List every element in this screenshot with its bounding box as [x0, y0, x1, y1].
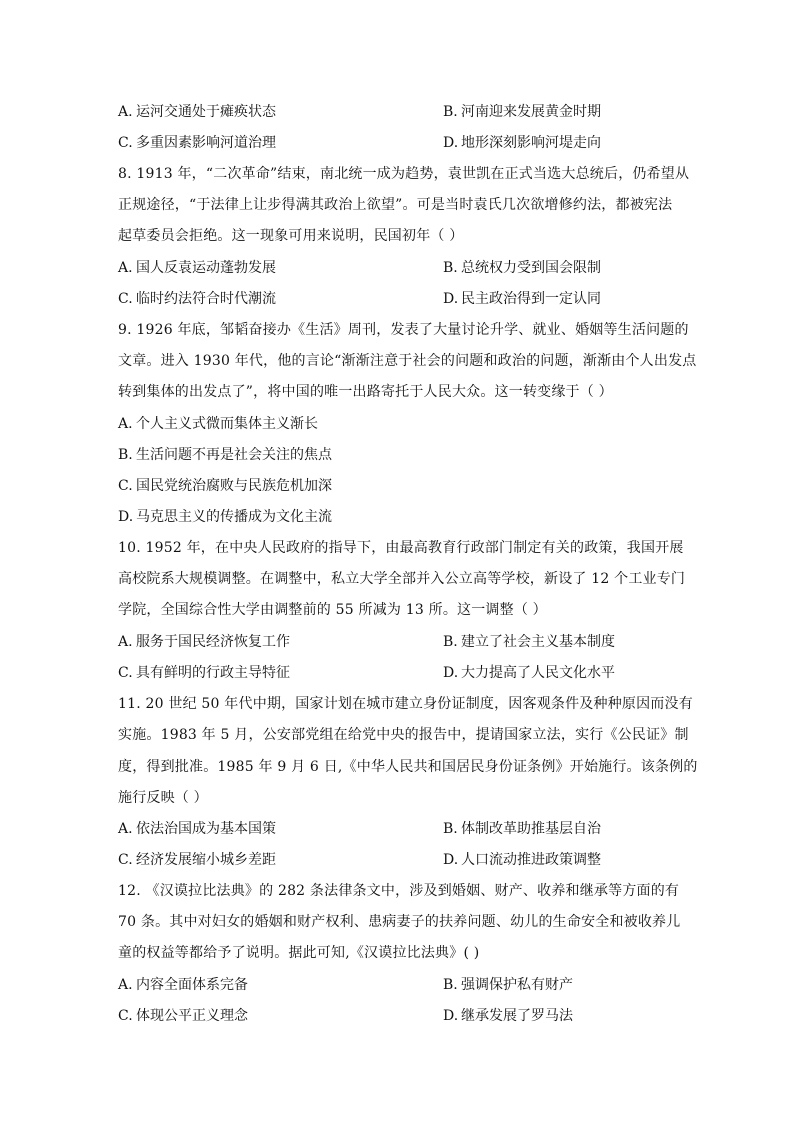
q9-stem-line-2: 文章。进入 1930 年代，他的言论“渐渐注意于社会的问题和政治的问题，渐渐由个人出发点: [118, 353, 697, 369]
q11-option-d: D. 人口流动推进政策调整: [443, 852, 601, 868]
q11-option-c: C. 经济发展缩小城乡差距: [118, 852, 276, 868]
q7-option-d: D. 地形深刻影响河堤走向: [443, 135, 601, 151]
q9-option-b: B. 生活问题不再是社会关注的焦点: [118, 447, 332, 463]
q12-option-b: B. 强调保护私有财产: [443, 977, 573, 993]
q11-stem-line-1: 11. 20 世纪 50 年代中期，国家计划在城市建立身份证制度，因客观条件及种种原因而没有: [118, 696, 693, 712]
q12-option-a: A. 内容全面体系完备: [118, 977, 248, 993]
q12-stem-line-1: 12. 《汉谟拉比法典》的 282 条法律条文中，涉及到婚姻、财产、收养和继承等方面的有: [118, 883, 680, 899]
q7-option-c: C. 多重因素影响河道治理: [118, 135, 276, 151]
q9-stem-line-1: 9. 1926 年底，邹韬奋接办《生活》周刊，发表了大量讨论升学、就业、婚姻等生活问题的: [118, 322, 689, 338]
q10-option-c: C. 具有鲜明的行政主导特征: [118, 665, 290, 681]
q11-option-a: A. 依法治国成为基本国策: [118, 821, 276, 837]
q7-option-b: B. 河南迎来发展黄金时期: [443, 104, 601, 120]
q8-option-b: B. 总统权力受到国会限制: [443, 260, 601, 276]
q10-stem-line-2: 高校院系大规模调整。在调整中，私立大学全部并入公立高等学校，新设了 12 个工业专门: [118, 571, 686, 587]
q7-option-a: A. 运河交通处于瘫痪状态: [118, 104, 276, 120]
q11-stem-line-3: 度，得到批准。1985 年 9 月 6 日,《中华人民共和国居民身份证条例》开始施行。该条例的: [118, 759, 698, 775]
q12-stem-line-2: 70 条。其中对妇女的婚姻和财产权利、患病妻子的扶养问题、幼儿的生命安全和被收养儿: [118, 914, 681, 930]
q12-option-d: D. 继承发展了罗马法: [443, 1008, 573, 1024]
q9-option-c: C. 国民党统治腐败与民族危机加深: [118, 478, 332, 494]
q11-option-b: B. 体制改革助推基层自治: [443, 821, 601, 837]
q9-option-d: D. 马克思主义的传播成为文化主流: [118, 509, 332, 525]
q9-stem-line-3: 转到集体的出发点了”，将中国的唯一出路寄托于人民大众。这一转变缘于（ ）: [118, 384, 613, 400]
q11-stem-line-2: 实施。1983 年 5 月，公安部党组在给党中央的报告中，提请国家立法，实行《公民证》制: [118, 727, 689, 743]
q8-option-a: A. 国人反袁运动蓬勃发展: [118, 260, 276, 276]
q10-option-b: B. 建立了社会主义基本制度: [443, 634, 615, 650]
q8-stem-line-1: 8. 1913 年，“二次革命”结束，南北统一成为趋势，袁世凯在正式当选大总统后，仍希望从: [118, 166, 690, 182]
q10-option-a: A. 服务于国民经济恢复工作: [118, 634, 290, 650]
q8-stem-line-2: 正规途径，“于法律上让步得满其政治上欲望”。可是当时袁氏几次欲增修约法，都被宪法: [118, 197, 673, 213]
q10-stem-line-1: 10. 1952 年，在中央人民政府的指导下，由最高教育行政部门制定有关的政策，我国开展: [118, 540, 684, 556]
q11-stem-line-4: 施行反映（ ）: [118, 790, 208, 806]
q8-option-c: C. 临时约法符合时代潮流: [118, 291, 276, 307]
q8-option-d: D. 民主政治得到一定认同: [443, 291, 601, 307]
q12-option-c: C. 体现公平正义理念: [118, 1008, 248, 1024]
q10-option-d: D. 大力提高了人民文化水平: [443, 665, 615, 681]
q9-option-a: A. 个人主义式微而集体主义渐长: [118, 416, 318, 432]
q12-stem-line-3: 童的权益等都给予了说明。据此可知,《汉谟拉比法典》( ): [118, 945, 480, 961]
q10-stem-line-3: 学院，全国综合性大学由调整前的 55 所减为 13 所。这一调整（ ）: [118, 602, 547, 618]
q8-stem-line-3: 起草委员会拒绝。这一现象可用来说明，民国初年（ ）: [118, 228, 464, 244]
